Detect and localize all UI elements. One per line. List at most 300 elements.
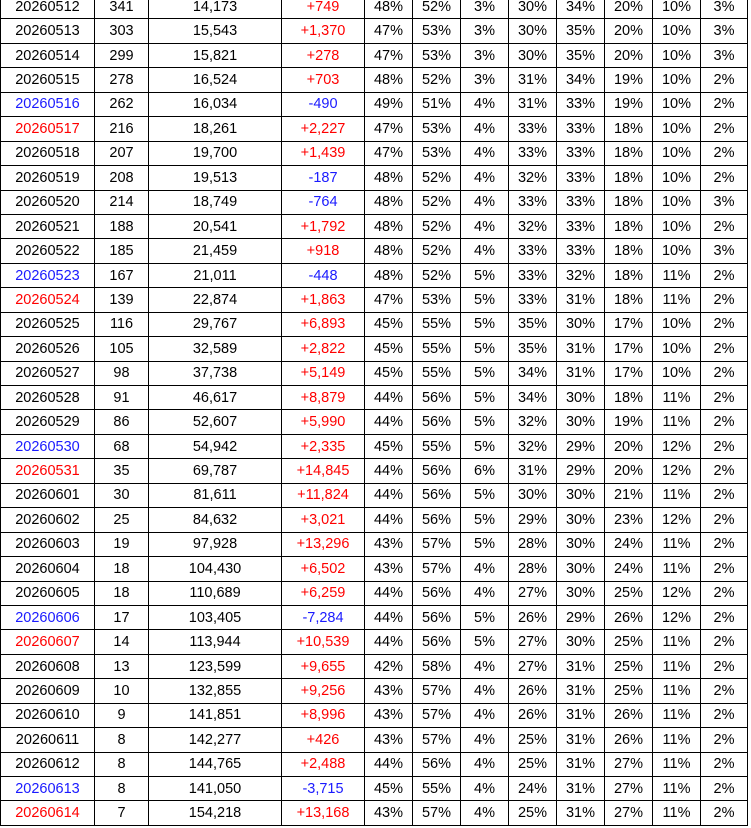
- table-row: [1, 43, 748, 67]
- pct-cell-8: 2%: [701, 337, 748, 361]
- pct-cell-4: 33%: [509, 288, 557, 312]
- pct-cell-2: 57%: [413, 679, 461, 703]
- pct-cell-5: 33%: [557, 214, 605, 238]
- pct-cell-2: 57%: [413, 801, 461, 825]
- change-cell: +2,822: [282, 337, 365, 361]
- date-cell: 20260518: [1, 141, 95, 165]
- table-row: [1, 801, 748, 825]
- pct-cell-1: 45%: [365, 434, 413, 458]
- pct-cell-5: 30%: [557, 483, 605, 507]
- pct-cell-4: 32%: [509, 434, 557, 458]
- pct-cell-2: 56%: [413, 605, 461, 629]
- pct-cell-2: 56%: [413, 581, 461, 605]
- pct-cell-2: 57%: [413, 557, 461, 581]
- rank-cell: 262: [95, 92, 149, 116]
- change-cell: +14,845: [282, 459, 365, 483]
- pct-cell-1: 44%: [365, 508, 413, 532]
- pct-cell-2: 55%: [413, 361, 461, 385]
- pct-cell-8: 2%: [701, 777, 748, 801]
- pct-cell-7: 11%: [653, 483, 701, 507]
- count-cell: 113,944: [149, 630, 282, 654]
- pct-cell-2: 56%: [413, 386, 461, 410]
- count-cell: 21,011: [149, 263, 282, 287]
- rank-cell: 25: [95, 508, 149, 532]
- pct-cell-3: 5%: [461, 630, 509, 654]
- pct-cell-1: 44%: [365, 410, 413, 434]
- pct-cell-5: 33%: [557, 166, 605, 190]
- change-cell: +13,168: [282, 801, 365, 825]
- table-row: [1, 263, 748, 287]
- count-cell: 37,738: [149, 361, 282, 385]
- pct-cell-7: 10%: [653, 337, 701, 361]
- pct-cell-8: 2%: [701, 117, 748, 141]
- date-cell: 20260608: [1, 654, 95, 678]
- pct-cell-6: 20%: [605, 459, 653, 483]
- date-cell: 20260516: [1, 92, 95, 116]
- pct-cell-2: 56%: [413, 630, 461, 654]
- date-cell: 20260521: [1, 214, 95, 238]
- date-cell: 20260528: [1, 386, 95, 410]
- pct-cell-3: 5%: [461, 483, 509, 507]
- table-row: [1, 679, 748, 703]
- pct-cell-1: 49%: [365, 92, 413, 116]
- count-cell: 104,430: [149, 557, 282, 581]
- pct-cell-4: 30%: [509, 43, 557, 67]
- pct-cell-8: 3%: [701, 190, 748, 214]
- pct-cell-1: 48%: [365, 214, 413, 238]
- pct-cell-3: 4%: [461, 654, 509, 678]
- pct-cell-1: 45%: [365, 312, 413, 336]
- pct-cell-3: 4%: [461, 581, 509, 605]
- pct-cell-4: 35%: [509, 337, 557, 361]
- count-cell: 141,851: [149, 703, 282, 727]
- pct-cell-2: 53%: [413, 117, 461, 141]
- pct-cell-7: 11%: [653, 777, 701, 801]
- rank-cell: 278: [95, 68, 149, 92]
- pct-cell-8: 2%: [701, 166, 748, 190]
- pct-cell-3: 5%: [461, 288, 509, 312]
- pct-cell-6: 25%: [605, 679, 653, 703]
- pct-cell-5: 31%: [557, 777, 605, 801]
- change-cell: +6,893: [282, 312, 365, 336]
- pct-cell-3: 3%: [461, 0, 509, 19]
- pct-cell-1: 42%: [365, 654, 413, 678]
- rank-cell: 207: [95, 141, 149, 165]
- pct-cell-8: 2%: [701, 654, 748, 678]
- count-cell: 14,173: [149, 0, 282, 19]
- pct-cell-7: 10%: [653, 141, 701, 165]
- table-row: [1, 386, 748, 410]
- pct-cell-1: 44%: [365, 386, 413, 410]
- pct-cell-1: 43%: [365, 801, 413, 825]
- pct-cell-5: 35%: [557, 19, 605, 43]
- pct-cell-2: 52%: [413, 263, 461, 287]
- pct-cell-3: 5%: [461, 508, 509, 532]
- rank-cell: 17: [95, 605, 149, 629]
- pct-cell-1: 44%: [365, 459, 413, 483]
- pct-cell-8: 2%: [701, 434, 748, 458]
- change-cell: -448: [282, 263, 365, 287]
- change-cell: -764: [282, 190, 365, 214]
- pct-cell-4: 31%: [509, 68, 557, 92]
- change-cell: +2,488: [282, 752, 365, 776]
- pct-cell-4: 26%: [509, 703, 557, 727]
- count-cell: 22,874: [149, 288, 282, 312]
- count-cell: 132,855: [149, 679, 282, 703]
- pct-cell-8: 3%: [701, 43, 748, 67]
- change-cell: +703: [282, 68, 365, 92]
- pct-cell-3: 5%: [461, 532, 509, 556]
- change-cell: +3,021: [282, 508, 365, 532]
- pct-cell-8: 2%: [701, 68, 748, 92]
- pct-cell-6: 27%: [605, 752, 653, 776]
- pct-cell-2: 56%: [413, 508, 461, 532]
- pct-cell-3: 5%: [461, 386, 509, 410]
- pct-cell-2: 55%: [413, 777, 461, 801]
- count-cell: 29,767: [149, 312, 282, 336]
- change-cell: +1,792: [282, 214, 365, 238]
- pct-cell-7: 10%: [653, 166, 701, 190]
- pct-cell-3: 5%: [461, 361, 509, 385]
- table-row: [1, 777, 748, 801]
- pct-cell-6: 19%: [605, 68, 653, 92]
- pct-cell-7: 11%: [653, 703, 701, 727]
- date-cell: 20260601: [1, 483, 95, 507]
- table-row: [1, 434, 748, 458]
- pct-cell-5: 33%: [557, 190, 605, 214]
- change-cell: -490: [282, 92, 365, 116]
- count-cell: 19,513: [149, 166, 282, 190]
- table-row: [1, 728, 748, 752]
- pct-cell-1: 44%: [365, 630, 413, 654]
- pct-cell-7: 10%: [653, 19, 701, 43]
- count-cell: 19,700: [149, 141, 282, 165]
- pct-cell-1: 47%: [365, 19, 413, 43]
- table-row: [1, 459, 748, 483]
- pct-cell-1: 48%: [365, 239, 413, 263]
- pct-cell-5: 30%: [557, 508, 605, 532]
- pct-cell-5: 35%: [557, 43, 605, 67]
- rank-cell: 341: [95, 0, 149, 19]
- table-row: [1, 0, 748, 19]
- count-cell: 21,459: [149, 239, 282, 263]
- pct-cell-7: 10%: [653, 214, 701, 238]
- change-cell: +1,439: [282, 141, 365, 165]
- rank-cell: 8: [95, 728, 149, 752]
- pct-cell-6: 18%: [605, 263, 653, 287]
- pct-cell-1: 44%: [365, 483, 413, 507]
- pct-cell-2: 55%: [413, 312, 461, 336]
- pct-cell-7: 12%: [653, 459, 701, 483]
- pct-cell-4: 25%: [509, 752, 557, 776]
- pct-cell-1: 43%: [365, 703, 413, 727]
- change-cell: +8,996: [282, 703, 365, 727]
- pct-cell-6: 26%: [605, 703, 653, 727]
- pct-cell-4: 33%: [509, 239, 557, 263]
- table-row: [1, 190, 748, 214]
- pct-cell-5: 33%: [557, 141, 605, 165]
- pct-cell-4: 26%: [509, 679, 557, 703]
- pct-cell-6: 18%: [605, 190, 653, 214]
- rank-cell: 185: [95, 239, 149, 263]
- pct-cell-2: 56%: [413, 410, 461, 434]
- pct-cell-5: 32%: [557, 263, 605, 287]
- date-cell: 20260607: [1, 630, 95, 654]
- count-cell: 69,787: [149, 459, 282, 483]
- pct-cell-2: 57%: [413, 532, 461, 556]
- date-cell: 20260513: [1, 19, 95, 43]
- pct-cell-5: 31%: [557, 288, 605, 312]
- pct-cell-7: 10%: [653, 68, 701, 92]
- table-row: [1, 214, 748, 238]
- date-cell: 20260605: [1, 581, 95, 605]
- pct-cell-5: 29%: [557, 605, 605, 629]
- pct-cell-1: 44%: [365, 581, 413, 605]
- count-cell: 20,541: [149, 214, 282, 238]
- table-row: [1, 752, 748, 776]
- date-cell: 20260520: [1, 190, 95, 214]
- rank-cell: 116: [95, 312, 149, 336]
- pct-cell-7: 11%: [653, 630, 701, 654]
- table-row: [1, 117, 748, 141]
- rank-cell: 7: [95, 801, 149, 825]
- pct-cell-2: 58%: [413, 654, 461, 678]
- pct-cell-1: 48%: [365, 0, 413, 19]
- pct-cell-4: 35%: [509, 312, 557, 336]
- pct-cell-5: 34%: [557, 0, 605, 19]
- pct-cell-8: 2%: [701, 263, 748, 287]
- date-cell: 20260522: [1, 239, 95, 263]
- pct-cell-4: 33%: [509, 190, 557, 214]
- pct-cell-1: 43%: [365, 679, 413, 703]
- pct-cell-6: 20%: [605, 43, 653, 67]
- date-cell: 20260613: [1, 777, 95, 801]
- pct-cell-6: 18%: [605, 214, 653, 238]
- count-cell: 32,589: [149, 337, 282, 361]
- pct-cell-7: 10%: [653, 117, 701, 141]
- pct-cell-1: 45%: [365, 337, 413, 361]
- table-row: [1, 410, 748, 434]
- pct-cell-8: 2%: [701, 752, 748, 776]
- pct-cell-5: 33%: [557, 117, 605, 141]
- pct-cell-1: 43%: [365, 532, 413, 556]
- pct-cell-4: 31%: [509, 92, 557, 116]
- pct-cell-8: 2%: [701, 728, 748, 752]
- rank-cell: 19: [95, 532, 149, 556]
- pct-cell-8: 2%: [701, 801, 748, 825]
- pct-cell-2: 55%: [413, 434, 461, 458]
- date-cell: 20260523: [1, 263, 95, 287]
- pct-cell-5: 31%: [557, 728, 605, 752]
- pct-cell-8: 2%: [701, 508, 748, 532]
- pct-cell-5: 31%: [557, 703, 605, 727]
- pct-cell-2: 53%: [413, 141, 461, 165]
- pct-cell-7: 10%: [653, 92, 701, 116]
- date-cell: 20260524: [1, 288, 95, 312]
- table-row: [1, 361, 748, 385]
- rank-cell: 18: [95, 557, 149, 581]
- change-cell: +10,539: [282, 630, 365, 654]
- pct-cell-6: 18%: [605, 386, 653, 410]
- count-cell: 142,277: [149, 728, 282, 752]
- change-cell: +11,824: [282, 483, 365, 507]
- pct-cell-8: 2%: [701, 214, 748, 238]
- pct-cell-8: 2%: [701, 141, 748, 165]
- rank-cell: 14: [95, 630, 149, 654]
- pct-cell-3: 4%: [461, 214, 509, 238]
- count-cell: 144,765: [149, 752, 282, 776]
- rank-cell: 91: [95, 386, 149, 410]
- pct-cell-3: 4%: [461, 777, 509, 801]
- date-cell: 20260606: [1, 605, 95, 629]
- date-cell: 20260609: [1, 679, 95, 703]
- date-cell: 20260614: [1, 801, 95, 825]
- pct-cell-2: 53%: [413, 19, 461, 43]
- pct-cell-1: 48%: [365, 166, 413, 190]
- change-cell: +8,879: [282, 386, 365, 410]
- date-cell: 20260517: [1, 117, 95, 141]
- pct-cell-7: 10%: [653, 312, 701, 336]
- pct-cell-1: 48%: [365, 68, 413, 92]
- pct-cell-4: 30%: [509, 0, 557, 19]
- pct-cell-5: 34%: [557, 68, 605, 92]
- pct-cell-5: 31%: [557, 679, 605, 703]
- pct-cell-3: 4%: [461, 141, 509, 165]
- pct-cell-4: 33%: [509, 117, 557, 141]
- pct-cell-3: 4%: [461, 190, 509, 214]
- pct-cell-6: 23%: [605, 508, 653, 532]
- rank-cell: 10: [95, 679, 149, 703]
- pct-cell-6: 24%: [605, 557, 653, 581]
- pct-cell-2: 53%: [413, 43, 461, 67]
- pct-cell-8: 2%: [701, 92, 748, 116]
- rank-cell: 105: [95, 337, 149, 361]
- pct-cell-6: 21%: [605, 483, 653, 507]
- table-row: [1, 630, 748, 654]
- pct-cell-8: 3%: [701, 0, 748, 19]
- count-cell: 16,034: [149, 92, 282, 116]
- change-cell: +6,259: [282, 581, 365, 605]
- pct-cell-6: 18%: [605, 117, 653, 141]
- pct-cell-7: 12%: [653, 434, 701, 458]
- table-row: [1, 68, 748, 92]
- pct-cell-6: 19%: [605, 92, 653, 116]
- pct-cell-3: 4%: [461, 117, 509, 141]
- pct-cell-4: 29%: [509, 508, 557, 532]
- count-cell: 141,050: [149, 777, 282, 801]
- pct-cell-2: 56%: [413, 752, 461, 776]
- pct-cell-1: 43%: [365, 557, 413, 581]
- change-cell: +2,335: [282, 434, 365, 458]
- pct-cell-3: 5%: [461, 605, 509, 629]
- change-cell: -187: [282, 166, 365, 190]
- pct-cell-6: 20%: [605, 0, 653, 19]
- count-cell: 154,218: [149, 801, 282, 825]
- pct-cell-6: 27%: [605, 777, 653, 801]
- pct-cell-4: 34%: [509, 386, 557, 410]
- table-row: [1, 312, 748, 336]
- rank-cell: 139: [95, 288, 149, 312]
- pct-cell-7: 12%: [653, 581, 701, 605]
- pct-cell-7: 11%: [653, 728, 701, 752]
- table-row: [1, 166, 748, 190]
- pct-cell-6: 18%: [605, 239, 653, 263]
- pct-cell-5: 30%: [557, 581, 605, 605]
- pct-cell-7: 10%: [653, 239, 701, 263]
- pct-cell-4: 34%: [509, 361, 557, 385]
- pct-cell-6: 20%: [605, 19, 653, 43]
- pct-cell-8: 2%: [701, 386, 748, 410]
- pct-cell-2: 52%: [413, 0, 461, 19]
- pct-cell-6: 17%: [605, 361, 653, 385]
- rank-cell: 13: [95, 654, 149, 678]
- table-row: [1, 337, 748, 361]
- pct-cell-5: 31%: [557, 801, 605, 825]
- pct-cell-4: 33%: [509, 263, 557, 287]
- pct-cell-7: 11%: [653, 263, 701, 287]
- rank-cell: 30: [95, 483, 149, 507]
- pct-cell-4: 33%: [509, 141, 557, 165]
- change-cell: +5,149: [282, 361, 365, 385]
- pct-cell-4: 27%: [509, 630, 557, 654]
- date-cell: 20260610: [1, 703, 95, 727]
- pct-cell-7: 10%: [653, 361, 701, 385]
- pct-cell-6: 17%: [605, 337, 653, 361]
- pct-cell-5: 31%: [557, 752, 605, 776]
- pct-cell-5: 31%: [557, 337, 605, 361]
- pct-cell-4: 26%: [509, 605, 557, 629]
- pct-cell-7: 10%: [653, 0, 701, 19]
- change-cell: -3,715: [282, 777, 365, 801]
- pct-cell-1: 44%: [365, 752, 413, 776]
- table-row: [1, 508, 748, 532]
- pct-cell-1: 48%: [365, 190, 413, 214]
- pct-cell-6: 26%: [605, 728, 653, 752]
- pct-cell-5: 30%: [557, 386, 605, 410]
- pct-cell-3: 5%: [461, 312, 509, 336]
- change-cell: +9,655: [282, 654, 365, 678]
- table-row: [1, 92, 748, 116]
- date-cell: 20260612: [1, 752, 95, 776]
- rank-cell: 299: [95, 43, 149, 67]
- pct-cell-7: 11%: [653, 532, 701, 556]
- pct-cell-3: 4%: [461, 557, 509, 581]
- date-cell: 20260604: [1, 557, 95, 581]
- pct-cell-4: 32%: [509, 214, 557, 238]
- pct-cell-3: 4%: [461, 752, 509, 776]
- pct-cell-2: 57%: [413, 703, 461, 727]
- pct-cell-8: 2%: [701, 581, 748, 605]
- date-cell: 20260602: [1, 508, 95, 532]
- date-cell: 20260519: [1, 166, 95, 190]
- table-row: [1, 483, 748, 507]
- pct-cell-2: 57%: [413, 728, 461, 752]
- pct-cell-7: 11%: [653, 410, 701, 434]
- pct-cell-2: 56%: [413, 459, 461, 483]
- pct-cell-4: 30%: [509, 483, 557, 507]
- change-cell: +1,863: [282, 288, 365, 312]
- pct-cell-3: 4%: [461, 728, 509, 752]
- change-cell: -7,284: [282, 605, 365, 629]
- pct-cell-3: 4%: [461, 239, 509, 263]
- pct-cell-8: 2%: [701, 361, 748, 385]
- rank-cell: 35: [95, 459, 149, 483]
- pct-cell-4: 32%: [509, 166, 557, 190]
- pct-cell-1: 44%: [365, 605, 413, 629]
- pct-cell-1: 45%: [365, 777, 413, 801]
- date-cell: 20260526: [1, 337, 95, 361]
- pct-cell-7: 12%: [653, 508, 701, 532]
